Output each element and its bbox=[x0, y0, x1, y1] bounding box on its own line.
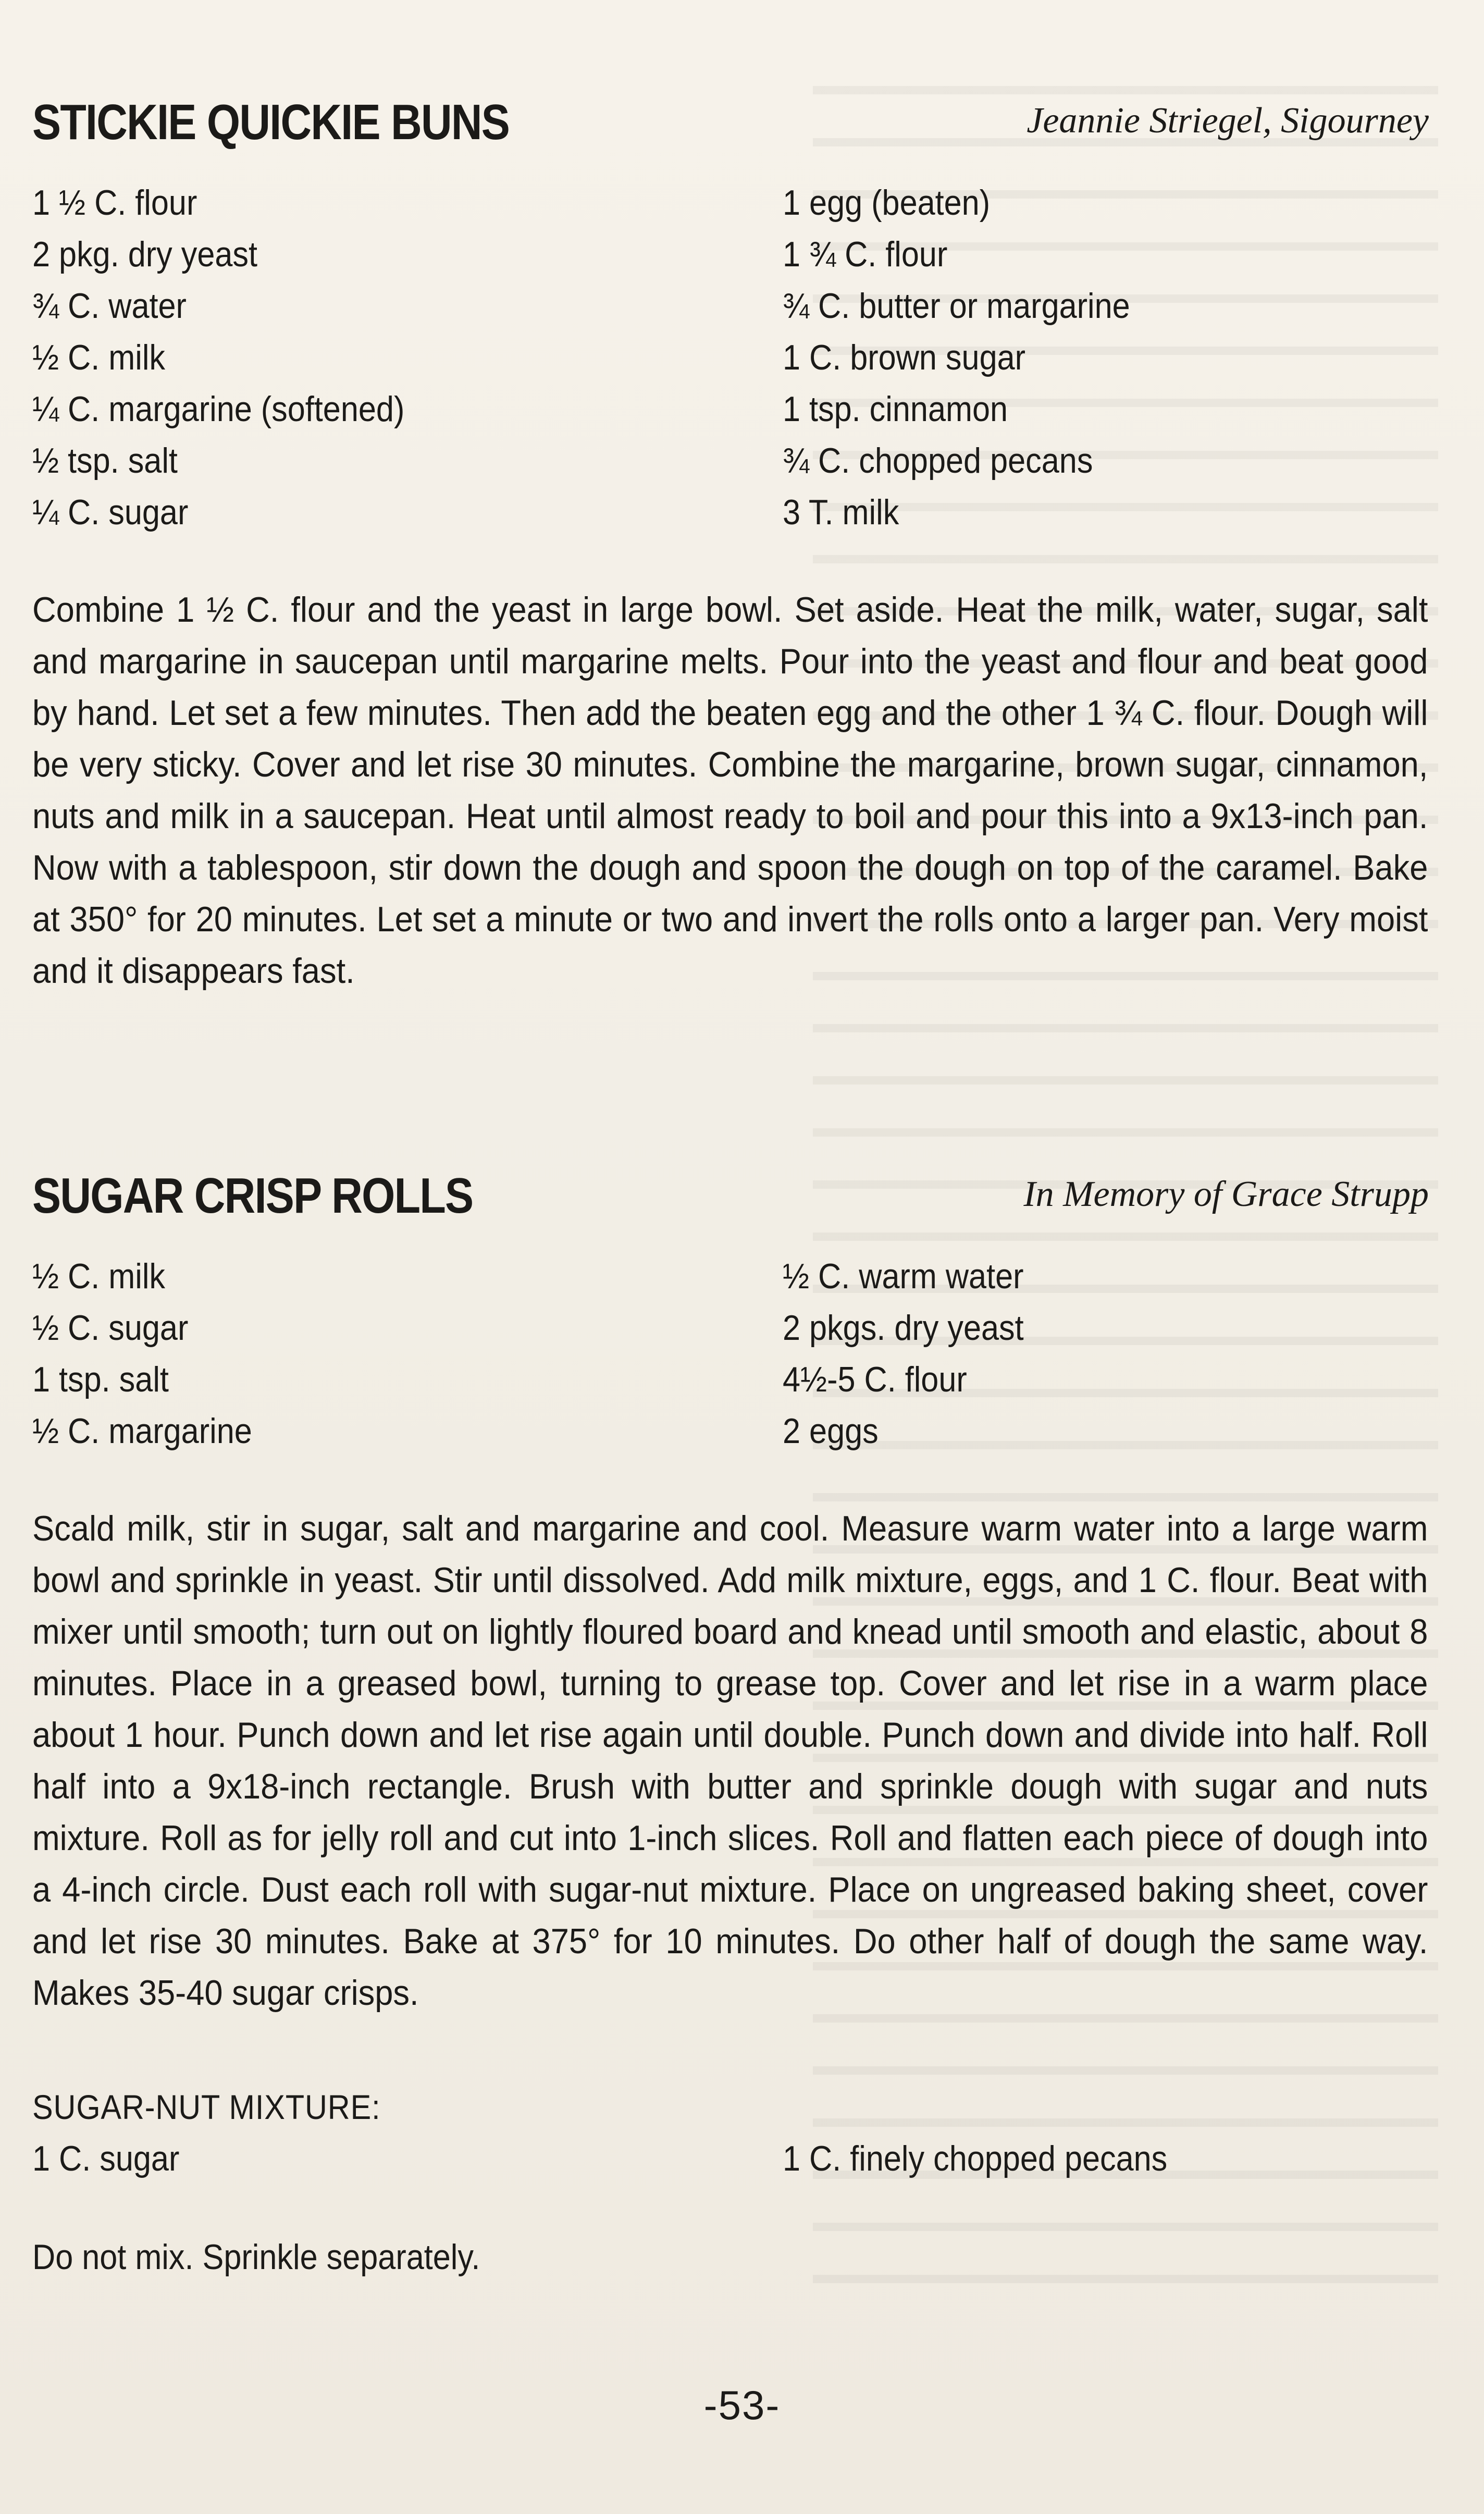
ingredient-item: 4½-5 C. flour bbox=[783, 1360, 967, 1399]
ingredient-item: 1 C. sugar bbox=[32, 2139, 180, 2178]
ingredient-item: 1 tsp. salt bbox=[32, 1360, 169, 1399]
ingredients-column-left bbox=[32, 177, 783, 538]
ingredient-item: 2 eggs bbox=[783, 1411, 879, 1451]
ingredient-item: ½ tsp. salt bbox=[32, 441, 178, 480]
recipe-title: SUGAR CRISP ROLLS bbox=[32, 1168, 473, 1224]
ingredient-item: ½ C. milk bbox=[32, 338, 166, 377]
ingredient-item: 1 ½ C. flour bbox=[32, 183, 197, 223]
ingredient-item: 2 pkgs. dry yeast bbox=[783, 1308, 1024, 1348]
recipe-instructions bbox=[32, 1503, 1429, 2019]
ingredient-item: ¼ C. margarine (softened) bbox=[32, 389, 405, 429]
ingredient-item: ½ C. milk bbox=[32, 1256, 166, 1296]
recipe-author: In Memory of Grace Strupp bbox=[1023, 1174, 1429, 1214]
ingredients-list bbox=[32, 177, 1429, 538]
recipe-author: Jeannie Striegel, Sigourney bbox=[1027, 101, 1429, 141]
sub-section-title: SUGAR-NUT MIXTURE: bbox=[32, 2088, 381, 2126]
ingredient-item: ½ C. margarine bbox=[32, 1411, 252, 1451]
sub-section-note: Do not mix. Sprinkle separately. bbox=[32, 2237, 480, 2277]
ingredients-column-left bbox=[32, 1251, 783, 1457]
ingredient-item: 1 C. finely chopped pecans bbox=[783, 2139, 1168, 2178]
ingredient-item: ¾ C. butter or margarine bbox=[783, 286, 1130, 326]
sub-section-ingredients bbox=[32, 2133, 1429, 2185]
page-number: -53- bbox=[703, 2382, 781, 2428]
ingredients-column-right bbox=[783, 177, 1429, 538]
ingredient-item: 1 C. brown sugar bbox=[783, 338, 1026, 377]
recipe-header bbox=[32, 89, 1429, 156]
recipe-title: STICKIE QUICKIE BUNS bbox=[32, 94, 510, 150]
sugar-nut-mixture-section bbox=[32, 2081, 1429, 2283]
ingredients-column-right bbox=[783, 1251, 1429, 1457]
ingredient-item: ¾ C. water bbox=[32, 286, 187, 326]
instructions-text: Scald milk, stir in sugar, salt and margarine and cool. Measure warm water into a large warm bowl and sprinkle in yeast. Stir until dissolved. Add milk mixture, eggs, and 1 C. flour. Beat with mixer until smooth; turn out on lightly floured board and knead until smooth and elastic, about 8 minutes. Place in a greased bowl, turning to grease top. Cover and let rise in a warm place about 1 hour. Punch down and let rise again until double. Punch down and divide into half. Roll half into a 9x18-inch rectangle. Brush with butter and sprinkle dough with sugar and nuts mixture. Roll as for jelly roll and cut into 1-inch slices. Roll and flatten each piece of dough into a 4-inch circle. Dust each roll with sugar-nut mixture. Place on ungreased baking sheet, cover and let rise 30 minutes. Bake at 375° for 10 minutes. Do other half of dough the same way. Makes 35-40 sugar crisps. bbox=[32, 1509, 1428, 2013]
ingredient-item: ½ C. warm water bbox=[783, 1256, 1024, 1296]
recipe-instructions bbox=[32, 584, 1429, 997]
recipe-stickie-quickie-buns bbox=[32, 89, 1429, 1032]
ingredient-item: 1 tsp. cinnamon bbox=[783, 389, 1008, 429]
instructions-text: Combine 1 ½ C. flour and the yeast in large bowl. Set aside. Heat the milk, water, sugar, salt and margarine in saucepan until margarine melts. Pour into the yeast and flour and beat good by hand. Let set a few minutes. Then add the beaten egg and the other 1 ¾ C. flour. Dough will be very sticky. Cover and let rise 30 minutes. Combine the margarine, brown sugar, cinnamon, nuts and milk in a saucepan. Heat until almost ready to boil and pour this into a 9x13-inch pan. Now with a tablespoon, stir down the dough and spoon the dough on top of the caramel. Bake at 350° for 20 minutes. Let set a minute or two and invert the rolls onto a larger pan. Very moist and it disappears fast. bbox=[32, 590, 1428, 991]
ingredients-list bbox=[32, 1251, 1429, 1457]
ingredient-item: ½ C. sugar bbox=[32, 1308, 189, 1348]
recipe-header bbox=[32, 1162, 1429, 1230]
ingredient-item: ¼ C. sugar bbox=[32, 492, 189, 532]
ingredient-item: 3 T. milk bbox=[783, 492, 899, 532]
ingredient-item: 2 pkg. dry yeast bbox=[32, 235, 258, 274]
recipe-sugar-crisp-rolls bbox=[32, 1162, 1429, 2283]
ingredient-item: 1 ¾ C. flour bbox=[783, 235, 948, 274]
ingredient-item: 1 egg (beaten) bbox=[783, 183, 991, 223]
ingredient-item: ¾ C. chopped pecans bbox=[783, 441, 1093, 480]
